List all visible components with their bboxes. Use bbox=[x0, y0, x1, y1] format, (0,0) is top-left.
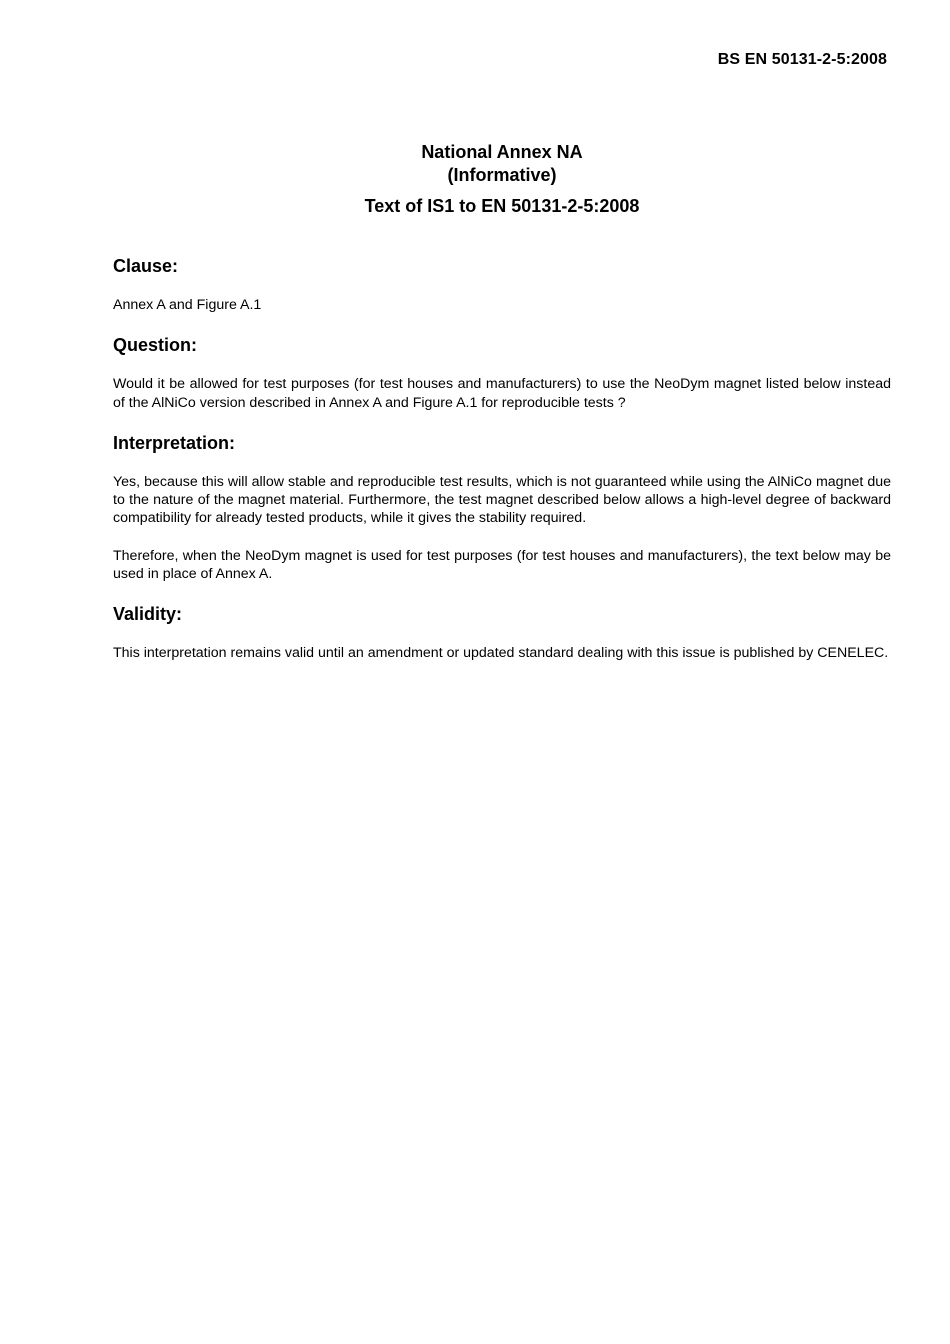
section-interpretation bbox=[113, 432, 891, 583]
section-heading: Validity: bbox=[113, 604, 183, 625]
annex-type: (Informative) bbox=[447, 165, 557, 185]
paragraph: Yes, because this will allow stable and reproducible test results, which is not guaranteed while using the AlNiCo magnet due to the nature of the magnet material. Furthermore, the test magnet described below allows a high-level degree of backward compatibility for already tested products, while it gives the stability required. bbox=[113, 473, 891, 527]
section-heading: Question: bbox=[113, 335, 197, 356]
section-heading: Interpretation: bbox=[113, 432, 236, 453]
annex-title: National Annex NA bbox=[421, 142, 583, 162]
paragraph: Annex A and Figure A.1 bbox=[113, 297, 262, 313]
title-block bbox=[0, 141, 950, 218]
paragraph: Would it be allowed for test purposes (for test houses and manufacturers) to use the NeoDym magnet listed below instead of the AlNiCo version described in Annex A and Figure A.1 for reproducible tests ? bbox=[113, 376, 891, 411]
section-clause bbox=[113, 255, 891, 314]
section-heading: Clause: bbox=[113, 256, 179, 276]
paragraph: This interpretation remains valid until an amendment or updated standard dealing with this issue is published by CENELEC. bbox=[113, 645, 889, 662]
section-validity bbox=[113, 603, 891, 662]
document-body bbox=[113, 255, 891, 683]
document-id: BS EN 50131-2-5:2008 bbox=[717, 51, 887, 68]
paragraph: Therefore, when the NeoDym magnet is used for test purposes (for test houses and manufacturers), the text below may be used in place of Annex A. bbox=[113, 547, 891, 583]
section-question bbox=[113, 334, 891, 412]
annex-subtitle: Text of IS1 to EN 50131-2-5:2008 bbox=[364, 196, 640, 216]
